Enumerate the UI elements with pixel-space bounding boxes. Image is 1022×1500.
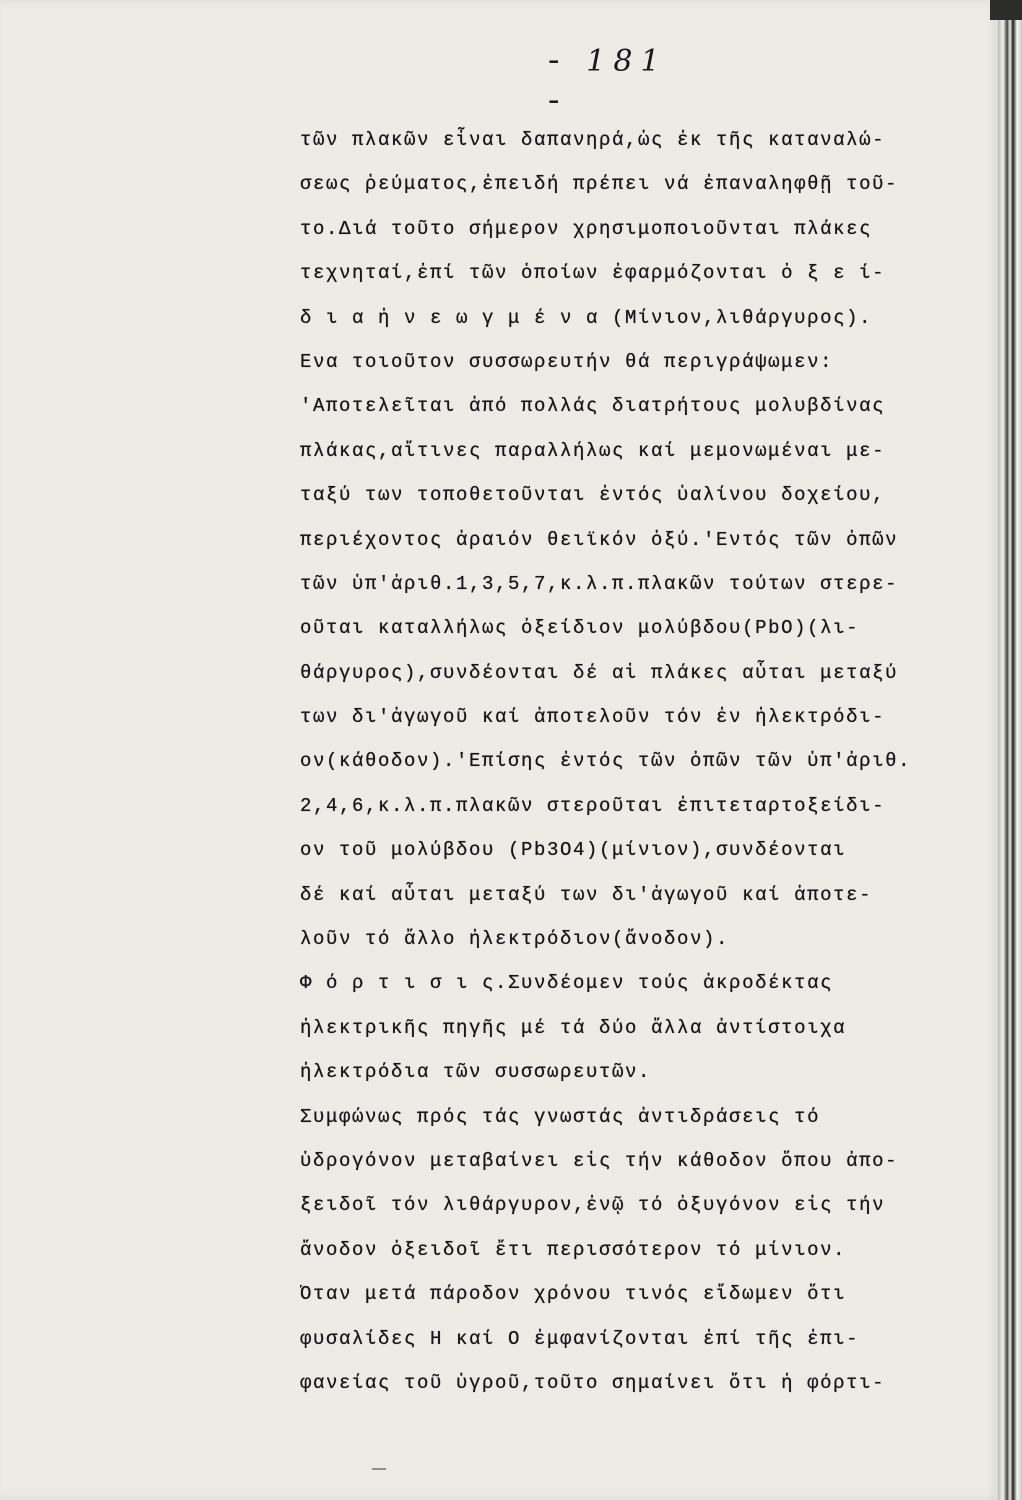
text-line: δέ καί αὗται μεταξύ των δι'ἀγωγοῦ καί ἀποτε- bbox=[300, 883, 873, 906]
text-line: τῶν πλακῶν εἶναι δαπανηρά,ὡς ἐκ τῆς καταναλώ- bbox=[300, 129, 886, 151]
text-line: λοῦν τό ἄλλο ἠλεκτρόδιον(ἄνοδον). bbox=[300, 928, 730, 951]
text-line: ον τοῦ μολύβδου (Pb3O4)(μίνιον),συνδέονται bbox=[300, 839, 847, 862]
text-line: 'Αποτελεῖται ἀπό πολλάς διατρήτους μολυβδίνας bbox=[300, 395, 886, 418]
text-line: ον(κάθοδον).'Επίσης ἐντός τῶν ὀπῶν τῶν ὑπ'ἀριθ. bbox=[300, 750, 912, 773]
text-line: θάργυρος),συνδέονται δέ αἱ πλάκες αὗται μεταξύ bbox=[300, 661, 899, 684]
text-line: ἠλεκτρόδια τῶν συσσωρευτῶν. bbox=[300, 1061, 652, 1084]
page-number-value: 181 bbox=[586, 44, 668, 79]
text-line: τῶν ὑπ'ἀριθ.1,3,5,7,κ.λ.π.πλακῶν τούτων στερε- bbox=[300, 572, 899, 595]
page-number: - 181 - bbox=[548, 40, 668, 120]
text-line: ἠλεκτρικῆς πηγῆς μέ τά δύο ἄλλα ἀντίστοιχα bbox=[300, 1016, 847, 1039]
text-line: δ ι α ἠ ν ε ω γ μ έ ν α (Μίνιον,λιθάργυρος). bbox=[300, 306, 873, 329]
text-line: τεχνηταί,ἐπί τῶν ὁποίων ἐφαρμόζονται ὀ ξ ε ί- bbox=[300, 262, 886, 285]
text-line: το.Διά τοῦτο σήμερον χρησιμοποιοῦνται πλάκες bbox=[300, 217, 873, 240]
scan-corner bbox=[990, 0, 1022, 20]
text-line: οῦται καταλλήλως ὀξείδιον μολύβδου(PbO)(λι- bbox=[300, 617, 860, 640]
text-line: Φ ό ρ τ ι σ ι ς.Συνδέομεν τούς ἀκροδέκτας bbox=[300, 972, 834, 995]
text-line: ὑδρογόνον μεταβαίνει εἰς τήν κάθοδον ὅπου ἀπο- bbox=[300, 1149, 899, 1172]
text-line: σεως ῥεύματος,ἐπειδή πρέπει νά ἐπαναληφθῇ τοῦ- bbox=[300, 173, 899, 196]
text-line: Ὅταν μετά πάροδον χρόνου τινός εἴδωμεν ὅτι bbox=[300, 1283, 847, 1306]
text-line: Ἕνα τοιοῦτον συσσωρευτήν θά περιγράψωμεν: bbox=[300, 350, 834, 373]
text-line: ξειδοῖ τόν λιθάργυρον,ἐνῷ τό ὀξυγόνον εἰς τήν bbox=[300, 1194, 886, 1217]
text-line: πλάκας,αἵτινες παραλλήλως καί μεμονωμέναι με- bbox=[300, 439, 886, 462]
binding-edge bbox=[998, 0, 1022, 1500]
footer-mark bbox=[372, 1468, 386, 1480]
text-line: φυσαλίδες Η καί Ο ἐμφανίζονται ἐπί τῆς ἐπι- bbox=[300, 1327, 860, 1350]
body-text bbox=[300, 118, 990, 1405]
text-line: ταξύ των τοποθετοῦνται ἐντός ὑαλίνου δοχείου, bbox=[300, 484, 886, 507]
text-line: 2,4,6,κ.λ.π.πλακῶν στεροῦται ἐπιτεταρτοξείδι- bbox=[300, 794, 886, 817]
text-line: των δι'ἀγωγοῦ καί ἀποτελοῦν τόν ἐν ἠλεκτρόδι- bbox=[300, 706, 886, 729]
text-line: Συμφώνως πρός τάς γνωστάς ἀντιδράσεις τό bbox=[300, 1105, 821, 1128]
text-line: ἄνοδον ὀξειδοῖ ἔτι περισσότερον τό μίνιον. bbox=[300, 1238, 847, 1261]
text-line: περιέχοντος ἀραιόν θειϊκόν ὀξύ.'Εντός τῶν ὀπῶν bbox=[300, 528, 899, 551]
text-line: φανείας τοῦ ὑγροῦ,τοῦτο σημαίνει ὅτι ἡ φόρτι- bbox=[300, 1371, 886, 1394]
